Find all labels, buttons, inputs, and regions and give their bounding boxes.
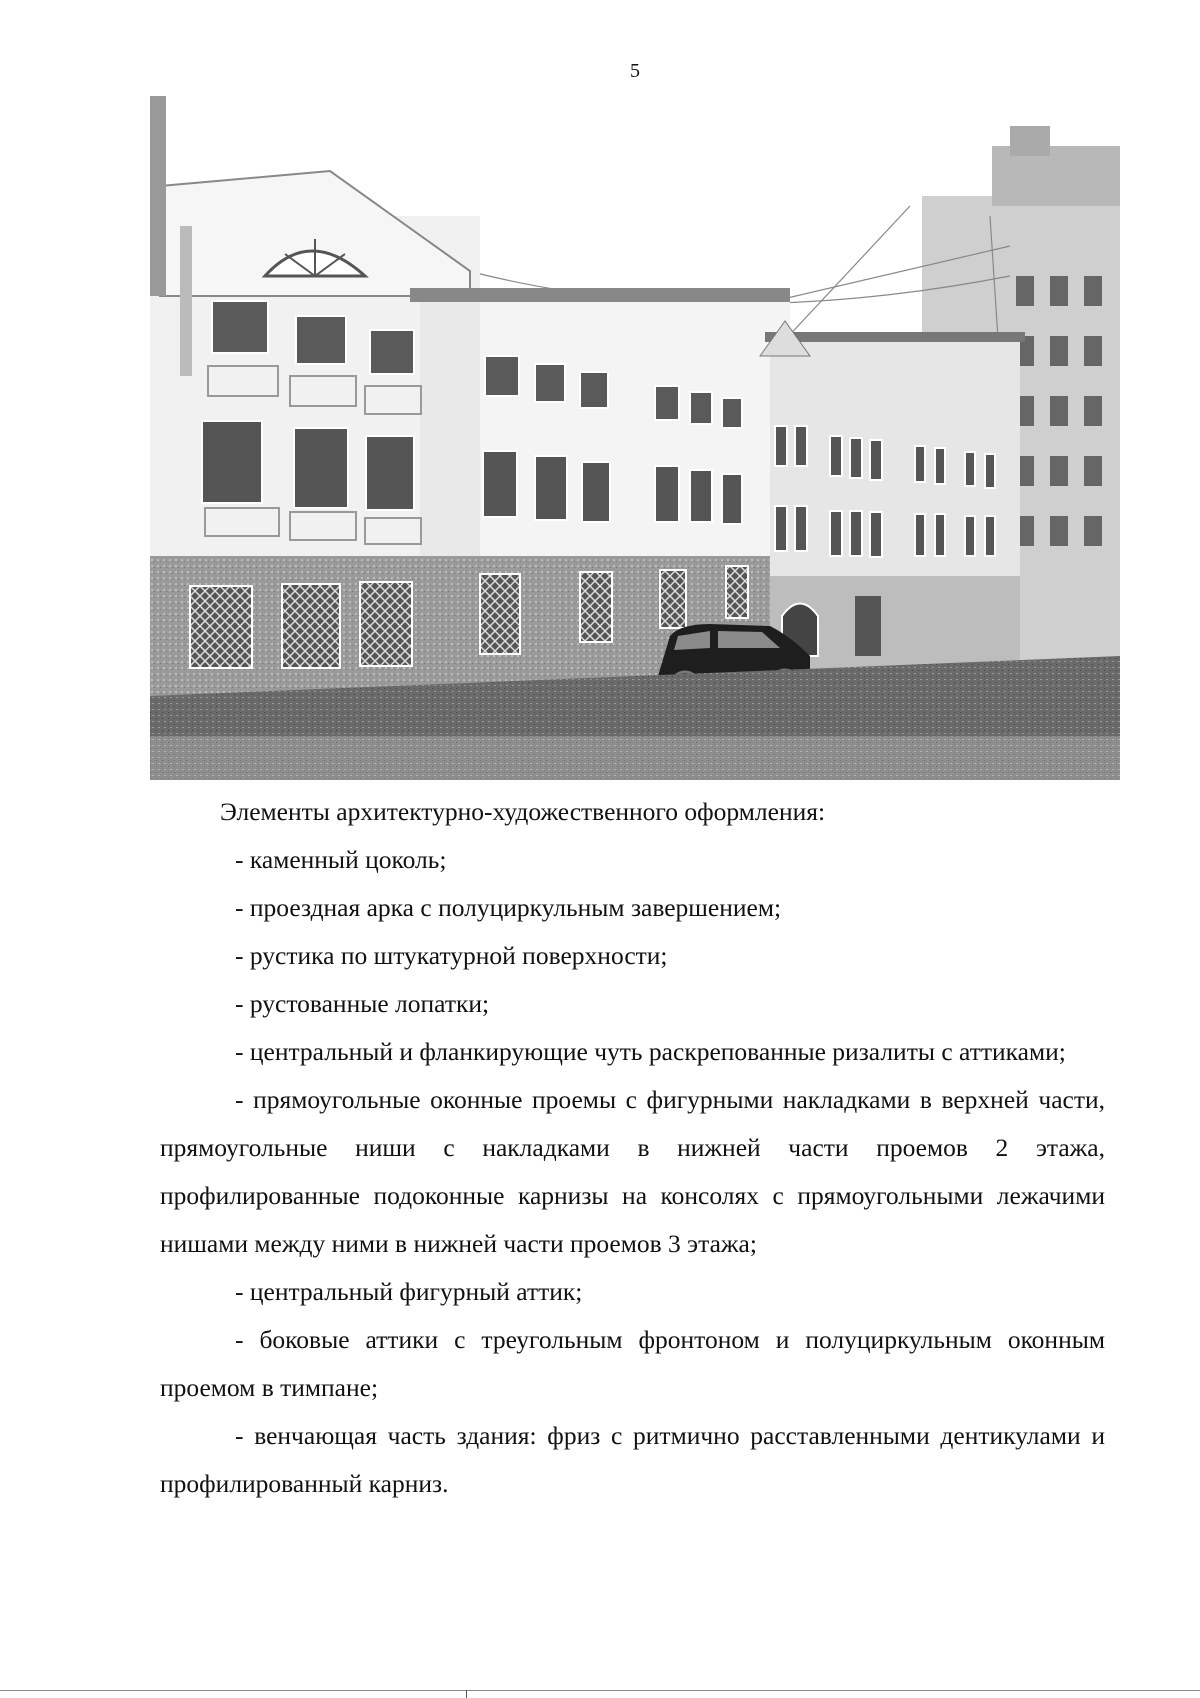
list-item: - центральный фигурный аттик; <box>235 1277 583 1306</box>
body-text <box>160 788 1105 1508</box>
list-item: - рустованные лопатки; <box>235 989 490 1018</box>
list-item: - центральный и фланкирующие чуть раскрепованные ризалиты с аттиками; <box>235 1037 1066 1066</box>
list-item: - боковые аттики с треугольным фронтоном и полуциркульным оконным проемом в тимпане; <box>160 1325 1105 1402</box>
heading: Элементы архитектурно-художественного оформления: <box>220 797 826 826</box>
page-number: 5 <box>630 60 640 82</box>
building-facade-photo <box>150 96 1120 780</box>
footer-rule <box>0 1690 1200 1691</box>
list-item: - рустика по штукатурной поверхности; <box>235 941 668 970</box>
footer-tick <box>466 1690 467 1698</box>
list-item: - каменный цоколь; <box>235 845 447 874</box>
list-item: - прямоугольные оконные проемы с фигурными накладками в верхней части, прямоугольные ниши с накладками в нижней части проемов 2 этажа, профилированные подоконные карнизы на консолях с прямоугольными лежачими нишами между ними в нижней части проемов 3 этажа; <box>160 1085 1105 1258</box>
list-item: - венчающая часть здания: фриз с ритмично расставленными дентикулами и профилированный карниз. <box>160 1421 1105 1498</box>
list-item: - проездная арка с полуциркульным завершением; <box>235 893 782 922</box>
